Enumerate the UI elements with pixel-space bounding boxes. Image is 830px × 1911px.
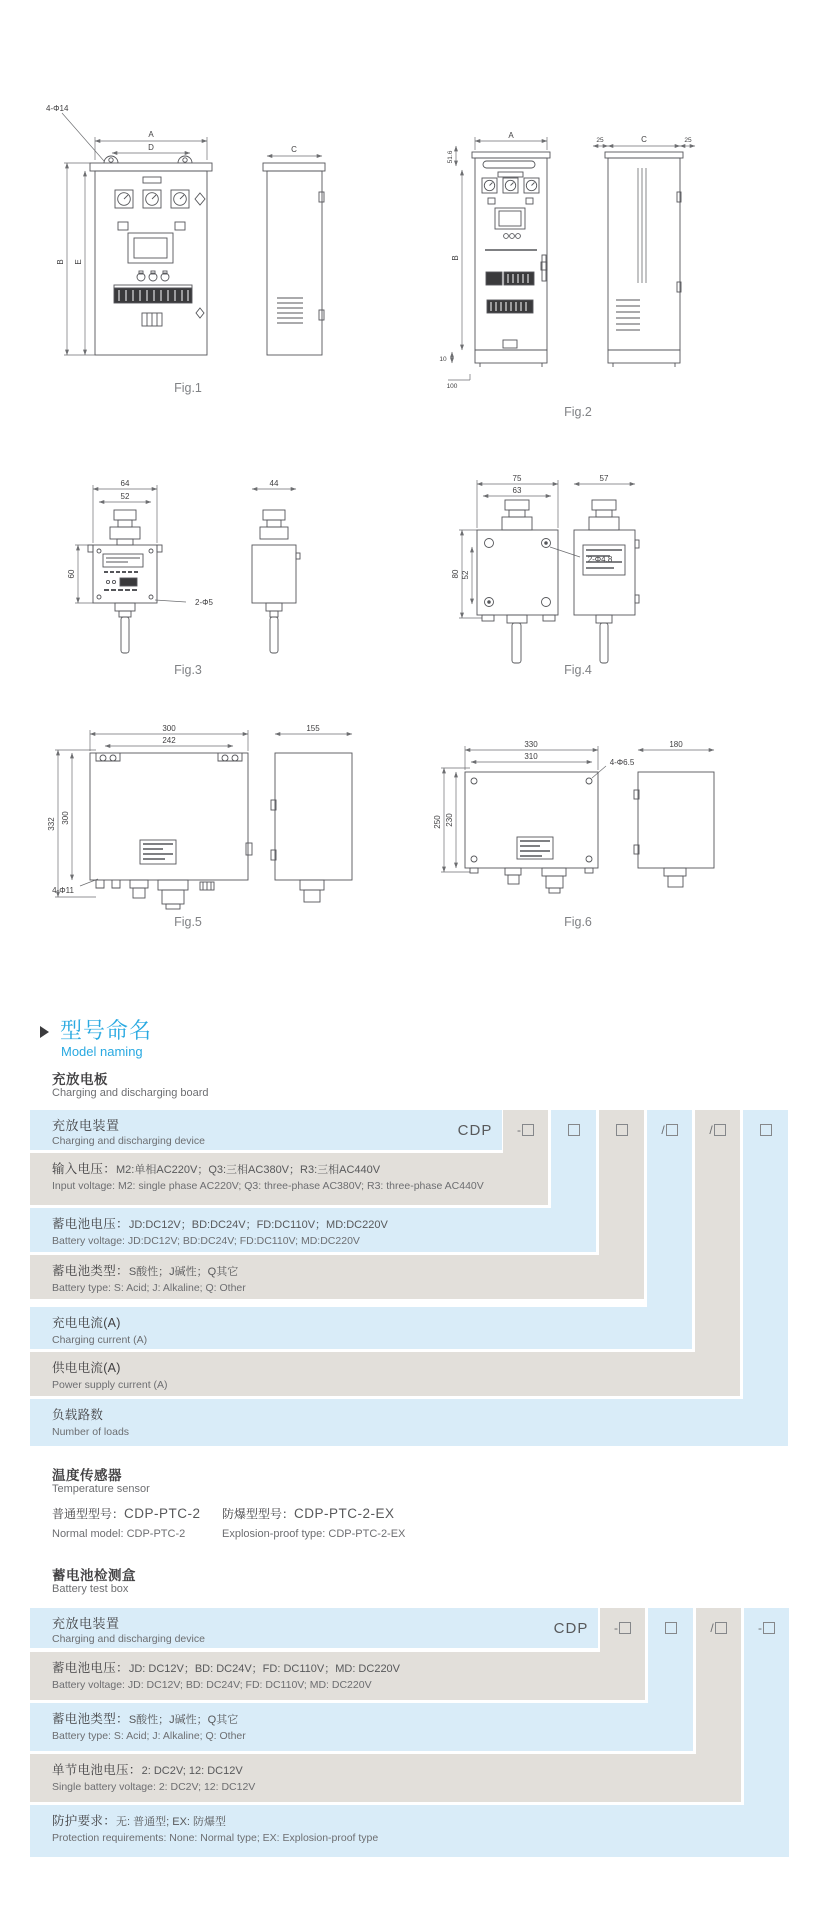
field-sep: - xyxy=(758,1621,762,1635)
fig4-caption: Fig.4 xyxy=(564,663,592,677)
fig4-holes-label: 2-Φ4.8 xyxy=(587,555,613,564)
field-placeholder-box-icon xyxy=(763,1622,775,1634)
field-sep: - xyxy=(614,1621,618,1635)
board-title-zh: 充放电板 xyxy=(52,1072,108,1087)
fig1-caption: Fig.1 xyxy=(174,381,202,395)
temp-sensor-title-en: Temperature sensor xyxy=(52,1483,150,1495)
row-label-en: Charging current (A) xyxy=(52,1334,148,1346)
fig3-caption: Fig.3 xyxy=(174,663,202,677)
temp-sensor-title-zh: 温度传感器 xyxy=(52,1468,122,1483)
fig2-dim-25l: 25 xyxy=(596,137,604,144)
fig6-drawing xyxy=(433,740,714,893)
row-label-zh: 输入电压： xyxy=(52,1162,117,1176)
temp-sensor-ex-en: Explosion-proof type: CDP-PTC-2-EX xyxy=(222,1528,406,1540)
field-sep: - xyxy=(517,1123,521,1137)
model-naming-table-board xyxy=(30,1110,792,1448)
temp-sensor-ex-line xyxy=(222,1505,395,1523)
fig2-dim-516: 51.6 xyxy=(447,150,454,164)
field-placeholder-box-icon xyxy=(760,1124,772,1136)
field-placeholder-box-icon xyxy=(665,1622,677,1634)
fig2-dim-c: C xyxy=(641,135,647,144)
fig5-caption: Fig.5 xyxy=(174,915,202,929)
naming-row-battery-voltage xyxy=(30,1208,596,1252)
device-label-zh: 充放电装置 xyxy=(52,1118,120,1133)
naming-row-battery-voltage xyxy=(30,1652,645,1700)
row-label-zh: 单节电池电压： xyxy=(52,1763,142,1777)
row-label-zh: 蓄电池电压： xyxy=(52,1661,129,1675)
naming-row-single-battery-voltage xyxy=(30,1754,741,1802)
fig6-dim-330: 330 xyxy=(524,740,538,749)
fig1-drawing xyxy=(46,104,325,355)
field-symbol-5 xyxy=(695,1110,740,1150)
row-label-en: Protection requirements: None: Normal type; EX: Explosion-proof type xyxy=(52,1832,379,1844)
device-label-zh: 充放电装置 xyxy=(52,1616,120,1631)
fig6-holes-label: 4-Φ6.5 xyxy=(609,758,635,767)
field-symbol-6 xyxy=(743,1110,788,1150)
section-marker-icon xyxy=(40,1026,49,1038)
fig1-dim-b: B xyxy=(56,259,65,265)
fig2-dim-a: A xyxy=(508,131,514,140)
fig4-dim-52: 52 xyxy=(461,570,470,580)
section-title: 型号命名 xyxy=(60,1018,153,1043)
device-label-en: Charging and discharging device xyxy=(52,1633,205,1645)
fig5-dim-155: 155 xyxy=(306,724,320,733)
naming-header xyxy=(30,1608,598,1648)
field-placeholder-box-icon xyxy=(715,1622,727,1634)
fig4-drawing xyxy=(451,474,639,663)
test-box-title-zh: 蓄电池检测盒 xyxy=(52,1568,136,1583)
naming-row-protection-requirements xyxy=(30,1805,789,1857)
fig6-caption: Fig.6 xyxy=(564,915,592,929)
row-value-zh: S酸性；J碱性；Q其它 xyxy=(128,1266,239,1278)
naming-row-battery-type xyxy=(30,1255,644,1299)
field-placeholder-box-icon xyxy=(522,1124,534,1136)
field-placeholder-box-icon xyxy=(568,1124,580,1136)
fig6-dim-250: 250 xyxy=(433,815,442,829)
row-label-zh: 蓄电池类型： xyxy=(52,1712,129,1726)
naming-row-charging-current xyxy=(30,1307,692,1349)
board-title-en: Charging and discharging board xyxy=(52,1087,209,1099)
row-label-zh: 防护要求： xyxy=(52,1814,117,1828)
row-label-en: Number of loads xyxy=(52,1426,130,1438)
fig2-caption: Fig.2 xyxy=(564,405,592,419)
field-symbol-4 xyxy=(647,1110,692,1150)
section-subtitle: Model naming xyxy=(61,1044,143,1059)
row-value-zh: JD:DC12V；BD:DC24V；FD:DC110V；MD:DC220V xyxy=(128,1219,388,1231)
fig6-dim-230: 230 xyxy=(445,813,454,827)
field-symbol-2 xyxy=(648,1608,693,1648)
fig3-holes-label: 2-Φ5 xyxy=(195,598,213,607)
field-placeholder-box-icon xyxy=(714,1124,726,1136)
ex-model-code: CDP-PTC-2-EX xyxy=(294,1506,395,1521)
temp-sensor-normal-line xyxy=(52,1505,201,1523)
normal-label-zh: 普通型型号： xyxy=(52,1507,125,1521)
row-label-en: Battery voltage: JD: DC12V; BD: DC24V; FD: DC110V; MD: DC220V xyxy=(52,1679,372,1691)
row-label-zh: 充电电流(A) xyxy=(52,1316,121,1330)
field-sep: / xyxy=(661,1123,665,1137)
fig4-dim-63: 63 xyxy=(512,486,522,495)
fig1-holes-label: 4-Φ14 xyxy=(46,104,69,113)
fig5-dim-242: 242 xyxy=(162,736,176,745)
fig1-dim-d: D xyxy=(148,143,154,152)
field-placeholder-box-icon xyxy=(619,1622,631,1634)
ex-label-zh: 防爆型型号： xyxy=(222,1507,295,1521)
field-sep: / xyxy=(710,1621,714,1635)
fig5-dim-332: 332 xyxy=(47,817,56,831)
row-label-en: Input voltage: M2: single phase AC220V; Q3: three-phase AC380V; R3: three-phase AC440V xyxy=(52,1180,484,1192)
naming-column-6 xyxy=(743,1110,788,1446)
row-value-zh: S酸性；J碱性；Q其它 xyxy=(128,1714,239,1726)
row-label-zh: 供电电流(A) xyxy=(52,1361,121,1375)
fig2-drawing xyxy=(439,131,695,390)
row-label-en: Power supply current (A) xyxy=(52,1379,168,1391)
fig5-dim-300: 300 xyxy=(162,724,176,733)
fig3-dim-64: 64 xyxy=(120,479,130,488)
fig1-dim-e: E xyxy=(74,259,83,265)
row-value-zh: 2: DC2V; 12: DC12V xyxy=(141,1765,243,1777)
model-naming-table-test-box xyxy=(30,1608,792,1858)
fig5-holes-label: 4-Φ11 xyxy=(52,886,74,895)
fig3-dim-44: 44 xyxy=(269,479,279,488)
temp-sensor-normal-en: Normal model: CDP-PTC-2 xyxy=(52,1528,186,1540)
fig4-dim-57: 57 xyxy=(599,474,609,483)
field-symbol-1 xyxy=(600,1608,645,1648)
row-value-zh: M2:单相AC220V；Q3:三相AC380V；R3:三相AC440V xyxy=(116,1164,381,1176)
row-label-zh: 蓄电池类型： xyxy=(52,1264,129,1278)
fig3-drawing xyxy=(67,479,300,653)
fig6-dim-310: 310 xyxy=(524,752,538,761)
field-symbol-3 xyxy=(696,1608,741,1648)
fig1-dim-a: A xyxy=(148,130,154,139)
test-box-title-en: Battery test box xyxy=(52,1583,129,1595)
row-value-zh: 无: 普通型; EX: 防爆型 xyxy=(116,1816,227,1828)
fig2-dim-b: B xyxy=(451,255,460,261)
row-label-en: Single battery voltage: 2: DC2V; 12: DC12V xyxy=(52,1781,256,1793)
fig2-dim-25r: 25 xyxy=(684,137,692,144)
field-sep: / xyxy=(709,1123,713,1137)
fig4-dim-75: 75 xyxy=(512,474,522,483)
row-label-zh: 蓄电池电压： xyxy=(52,1217,129,1231)
fig3-dim-52: 52 xyxy=(120,492,130,501)
naming-row-input-voltage xyxy=(30,1153,548,1205)
row-label-en: Battery type: S: Acid; J: Alkaline; Q: Other xyxy=(52,1282,246,1294)
model-code: CDP xyxy=(553,1619,589,1637)
row-label-zh: 负载路数 xyxy=(52,1408,104,1422)
naming-header xyxy=(30,1110,502,1150)
row-label-en: Battery type: S: Acid; J: Alkaline; Q: Other xyxy=(52,1730,246,1742)
naming-row-power-supply-current xyxy=(30,1352,740,1396)
fig2-dim-100: 100 xyxy=(446,383,458,390)
field-placeholder-box-icon xyxy=(666,1124,678,1136)
model-code: CDP xyxy=(457,1121,493,1139)
field-symbol-4 xyxy=(744,1608,789,1648)
field-placeholder-box-icon xyxy=(616,1124,628,1136)
device-label-en: Charging and discharging device xyxy=(52,1135,205,1147)
row-value-zh: JD: DC12V；BD: DC24V；FD: DC110V；MD: DC220V xyxy=(128,1663,401,1675)
field-symbol-2 xyxy=(551,1110,596,1150)
fig5-dim-300v: 300 xyxy=(61,811,70,825)
fig5-drawing xyxy=(47,724,352,909)
normal-model-code: CDP-PTC-2 xyxy=(124,1506,201,1521)
naming-row-battery-type xyxy=(30,1703,693,1751)
fig3-dim-60: 60 xyxy=(67,569,76,579)
field-symbol-3 xyxy=(599,1110,644,1150)
fig4-dim-80: 80 xyxy=(451,569,460,579)
naming-row-number-of-loads xyxy=(30,1399,788,1446)
row-label-en: Battery voltage: JD:DC12V; BD:DC24V; FD:DC110V; MD:DC220V xyxy=(52,1235,360,1247)
fig2-dim-10: 10 xyxy=(439,356,447,363)
fig1-dim-c: C xyxy=(291,145,297,154)
field-symbol-1 xyxy=(503,1110,548,1150)
fig6-dim-180: 180 xyxy=(669,740,683,749)
